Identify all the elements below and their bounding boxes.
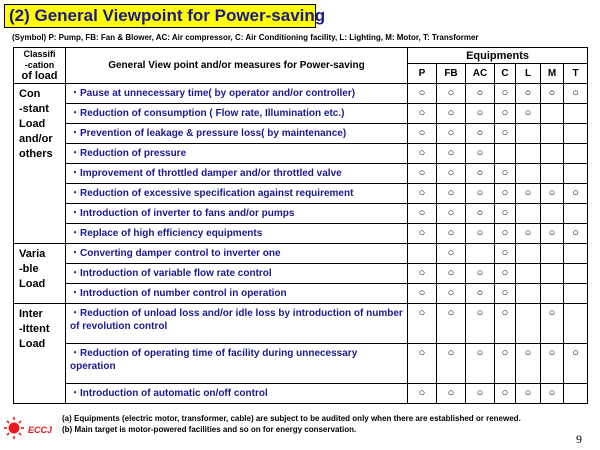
- mark-cell-c: [495, 244, 516, 264]
- eccj-logo: [4, 416, 66, 442]
- mark-cell-c: [495, 124, 516, 144]
- circle-mark-icon: ○: [524, 227, 532, 239]
- measure-cell: ・Converting damper control to inverter one: [66, 244, 408, 264]
- mark-cell-p: [408, 224, 437, 244]
- mark-cell-c: [495, 384, 516, 404]
- measure-cell: ・Introduction of number control in operation: [66, 284, 408, 304]
- measures-header: General View point and/or measures for Power-saving: [66, 48, 408, 84]
- measure-cell: ・Introduction of inverter to fans and/or pumps: [66, 204, 408, 224]
- mark-cell-p: [408, 344, 437, 384]
- circle-mark-icon: ○: [418, 147, 426, 159]
- circle-mark-icon: ○: [476, 187, 484, 199]
- mark-cell-l: [516, 244, 541, 264]
- circle-mark-icon: ○: [501, 287, 509, 299]
- circle-mark-icon: ○: [548, 307, 556, 319]
- circle-mark-icon: ○: [447, 227, 455, 239]
- measure-cell: ・Reduction of unload loss and/or idle loss by introduction of number of revolution control: [66, 304, 408, 344]
- mark-cell-c: [495, 224, 516, 244]
- circle-mark-icon: ○: [501, 307, 509, 319]
- mark-cell-m: [541, 124, 564, 144]
- mark-cell-ac: [466, 124, 495, 144]
- measure-cell: ・Pause at unnecessary time( by operator and/or controller): [66, 84, 408, 104]
- mark-cell-c: [495, 344, 516, 384]
- mark-cell-m: [541, 284, 564, 304]
- circle-mark-icon: ○: [476, 147, 484, 159]
- circle-mark-icon: ○: [418, 87, 426, 99]
- measure-cell: ・Introduction of automatic on/off control: [66, 384, 408, 404]
- mark-cell-m: [541, 384, 564, 404]
- mark-cell-fb: [437, 384, 466, 404]
- mark-cell-l: [516, 204, 541, 224]
- footnote-a: (a) Equipments (electric motor, transformer, cable) are subject to be audited only when there are established or renewed.: [62, 414, 521, 423]
- mark-cell-c: [495, 304, 516, 344]
- mark-cell-ac: [466, 204, 495, 224]
- column-header-c: C: [495, 64, 516, 84]
- mark-cell-c: [495, 104, 516, 124]
- mark-cell-ac: [466, 84, 495, 104]
- circle-mark-icon: ○: [548, 227, 556, 239]
- circle-mark-icon: ○: [524, 387, 532, 399]
- mark-cell-c: [495, 204, 516, 224]
- column-header-ac: AC: [466, 64, 495, 84]
- circle-mark-icon: ○: [501, 387, 509, 399]
- circle-mark-icon: ○: [418, 347, 426, 359]
- circle-mark-icon: ○: [476, 87, 484, 99]
- table-row: [14, 204, 588, 224]
- table-row: [14, 344, 588, 384]
- mark-cell-c: [495, 84, 516, 104]
- classification-label: -stant: [19, 103, 49, 115]
- mark-cell-p: [408, 204, 437, 224]
- mark-cell-fb: [437, 344, 466, 384]
- mark-cell-l: [516, 284, 541, 304]
- mark-cell-fb: [437, 84, 466, 104]
- column-header-p: P: [408, 64, 437, 84]
- classification-label: -ble: [19, 263, 39, 275]
- circle-mark-icon: ○: [418, 387, 426, 399]
- circle-mark-icon: ○: [447, 107, 455, 119]
- mark-cell-ac: [466, 344, 495, 384]
- mark-cell-fb: [437, 184, 466, 204]
- circle-mark-icon: ○: [447, 127, 455, 139]
- mark-cell-c: [495, 264, 516, 284]
- circle-mark-icon: ○: [524, 347, 532, 359]
- mark-cell-p: [408, 304, 437, 344]
- mark-cell-t: [564, 264, 588, 284]
- circle-mark-icon: ○: [447, 347, 455, 359]
- measure-cell: ・Reduction of consumption ( Flow rate, Illumination etc.): [66, 104, 408, 124]
- mark-cell-m: [541, 304, 564, 344]
- circle-mark-icon: ○: [418, 167, 426, 179]
- mark-cell-ac: [466, 184, 495, 204]
- classification-cell: [14, 244, 66, 304]
- mark-cell-m: [541, 104, 564, 124]
- mark-cell-fb: [437, 164, 466, 184]
- classification-label: others: [19, 148, 53, 160]
- circle-mark-icon: ○: [418, 127, 426, 139]
- mark-cell-fb: [437, 124, 466, 144]
- circle-mark-icon: ○: [501, 127, 509, 139]
- circle-mark-icon: ○: [501, 347, 509, 359]
- measure-cell: ・Reduction of pressure: [66, 144, 408, 164]
- circle-mark-icon: ○: [572, 187, 579, 199]
- mark-cell-t: [564, 204, 588, 224]
- circle-mark-icon: ○: [572, 347, 579, 359]
- table-row: [14, 384, 588, 404]
- mark-cell-m: [541, 344, 564, 384]
- mark-cell-l: [516, 184, 541, 204]
- circle-mark-icon: ○: [501, 187, 509, 199]
- mark-cell-l: [516, 164, 541, 184]
- measure-cell: ・Reduction of excessive specification against requirement: [66, 184, 408, 204]
- circle-mark-icon: ○: [501, 87, 509, 99]
- mark-cell-l: [516, 224, 541, 244]
- mark-cell-p: [408, 104, 437, 124]
- classification-label: Load: [19, 118, 46, 130]
- mark-cell-fb: [437, 104, 466, 124]
- slide-title: (2) General Viewpoint for Power-saving: [4, 4, 316, 28]
- mark-cell-t: [564, 124, 588, 144]
- column-header-m: M: [541, 64, 564, 84]
- mark-cell-ac: [466, 284, 495, 304]
- mark-cell-m: [541, 144, 564, 164]
- circle-mark-icon: ○: [447, 247, 455, 259]
- equipments-header: Equipments: [408, 48, 588, 64]
- circle-mark-icon: ○: [447, 267, 455, 279]
- mark-cell-t: [564, 384, 588, 404]
- circle-mark-icon: ○: [476, 287, 484, 299]
- circle-mark-icon: ○: [501, 207, 509, 219]
- mark-cell-l: [516, 384, 541, 404]
- circle-mark-icon: ○: [447, 307, 455, 319]
- classification-label: Inter: [19, 308, 43, 320]
- circle-mark-icon: ○: [501, 247, 509, 259]
- circle-mark-icon: ○: [548, 387, 556, 399]
- circle-mark-icon: ○: [501, 267, 509, 279]
- mark-cell-p: [408, 84, 437, 104]
- mark-cell-l: [516, 124, 541, 144]
- classification-label: Con: [19, 88, 41, 100]
- circle-mark-icon: ○: [476, 227, 484, 239]
- circle-mark-icon: ○: [447, 387, 455, 399]
- mark-cell-p: [408, 384, 437, 404]
- circle-mark-icon: ○: [418, 107, 426, 119]
- measure-cell: ・Reduction of operating time of facility during unnecessary operation: [66, 344, 408, 384]
- circle-mark-icon: ○: [418, 187, 426, 199]
- table-row: [14, 304, 588, 344]
- table-row: [14, 84, 588, 104]
- measure-cell: ・Prevention of leakage & pressure loss( by maintenance): [66, 124, 408, 144]
- mark-cell-t: [564, 284, 588, 304]
- circle-mark-icon: ○: [447, 167, 455, 179]
- circle-mark-icon: ○: [572, 227, 579, 239]
- circle-mark-icon: ○: [418, 307, 426, 319]
- circle-mark-icon: ○: [447, 207, 455, 219]
- mark-cell-ac: [466, 304, 495, 344]
- mark-cell-fb: [437, 244, 466, 264]
- table-body: [14, 84, 588, 404]
- table-row: [14, 164, 588, 184]
- footnote-b: (b) Main target is motor-powered facilities and so on for energy conservation.: [62, 425, 357, 434]
- mark-cell-c: [495, 164, 516, 184]
- mark-cell-p: [408, 184, 437, 204]
- mark-cell-ac: [466, 224, 495, 244]
- circle-mark-icon: ○: [572, 87, 579, 99]
- mark-cell-ac: [466, 104, 495, 124]
- mark-cell-fb: [437, 304, 466, 344]
- mark-cell-t: [564, 144, 588, 164]
- mark-cell-fb: [437, 144, 466, 164]
- mark-cell-t: [564, 244, 588, 264]
- mark-cell-ac: [466, 164, 495, 184]
- circle-mark-icon: ○: [418, 267, 426, 279]
- mark-cell-l: [516, 84, 541, 104]
- circle-mark-icon: ○: [548, 187, 556, 199]
- mark-cell-ac: [466, 244, 495, 264]
- mark-cell-t: [564, 84, 588, 104]
- footnotes: [62, 413, 521, 435]
- circle-mark-icon: ○: [501, 167, 509, 179]
- mark-cell-m: [541, 164, 564, 184]
- mark-cell-c: [495, 184, 516, 204]
- mark-cell-t: [564, 184, 588, 204]
- symbol-legend: (Symbol) P: Pump, FB: Fan & Blower, AC: Air compressor, C: Air Conditioning facility, L: Lighting, M: Motor, T: Transformer: [12, 33, 479, 42]
- mark-cell-l: [516, 344, 541, 384]
- mark-cell-fb: [437, 224, 466, 244]
- mark-cell-m: [541, 244, 564, 264]
- table-row: [14, 124, 588, 144]
- mark-cell-ac: [466, 144, 495, 164]
- mark-cell-fb: [437, 284, 466, 304]
- column-header-l: L: [516, 64, 541, 84]
- circle-mark-icon: ○: [476, 207, 484, 219]
- circle-mark-icon: ○: [476, 387, 484, 399]
- table-row: [14, 264, 588, 284]
- mark-cell-p: [408, 124, 437, 144]
- circle-mark-icon: ○: [476, 267, 484, 279]
- circle-mark-icon: ○: [501, 107, 509, 119]
- mark-cell-c: [495, 144, 516, 164]
- circle-mark-icon: ○: [476, 107, 484, 119]
- circle-mark-icon: ○: [418, 227, 426, 239]
- circle-mark-icon: ○: [447, 287, 455, 299]
- measure-cell: ・Introduction of variable flow rate control: [66, 264, 408, 284]
- column-header-t: T: [564, 64, 588, 84]
- classification-label: Load: [19, 338, 46, 350]
- circle-mark-icon: ○: [447, 187, 455, 199]
- measure-cell: ・Replace of high efficiency equipments: [66, 224, 408, 244]
- power-saving-table: [13, 47, 588, 404]
- logo-text: ECCJ: [28, 425, 53, 435]
- mark-cell-t: [564, 104, 588, 124]
- classification-label: and/or: [19, 133, 53, 145]
- mark-cell-p: [408, 264, 437, 284]
- mark-cell-l: [516, 304, 541, 344]
- mark-cell-p: [408, 244, 437, 264]
- mark-cell-m: [541, 84, 564, 104]
- mark-cell-fb: [437, 264, 466, 284]
- mark-cell-m: [541, 264, 564, 284]
- mark-cell-l: [516, 264, 541, 284]
- classification-label: Varia: [19, 248, 46, 260]
- mark-cell-p: [408, 164, 437, 184]
- mark-cell-p: [408, 144, 437, 164]
- circle-mark-icon: ○: [476, 347, 484, 359]
- mark-cell-fb: [437, 204, 466, 224]
- mark-cell-t: [564, 164, 588, 184]
- sun-logo-icon: [4, 417, 24, 439]
- table-row: [14, 224, 588, 244]
- circle-mark-icon: ○: [548, 87, 556, 99]
- circle-mark-icon: ○: [418, 207, 426, 219]
- mark-cell-l: [516, 104, 541, 124]
- circle-mark-icon: ○: [476, 127, 484, 139]
- measure-cell: ・Improvement of throttled damper and/or throttled valve: [66, 164, 408, 184]
- column-header-fb: FB: [437, 64, 466, 84]
- classification-cell: [14, 304, 66, 404]
- mark-cell-t: [564, 344, 588, 384]
- circle-mark-icon: ○: [524, 87, 532, 99]
- mark-cell-t: [564, 304, 588, 344]
- mark-cell-m: [541, 224, 564, 244]
- table-row: [14, 104, 588, 124]
- circle-mark-icon: ○: [548, 347, 556, 359]
- circle-mark-icon: ○: [447, 147, 455, 159]
- mark-cell-ac: [466, 264, 495, 284]
- classification-label: Load: [19, 278, 46, 290]
- mark-cell-l: [516, 144, 541, 164]
- page-number: 9: [576, 432, 582, 446]
- mark-cell-p: [408, 284, 437, 304]
- mark-cell-m: [541, 184, 564, 204]
- circle-mark-icon: ○: [501, 227, 509, 239]
- mark-cell-t: [564, 224, 588, 244]
- classification-header: Classifi -cation of load: [14, 48, 66, 84]
- circle-mark-icon: ○: [476, 167, 484, 179]
- circle-mark-icon: ○: [418, 287, 426, 299]
- mark-cell-c: [495, 284, 516, 304]
- table-row: [14, 284, 588, 304]
- mark-cell-ac: [466, 384, 495, 404]
- classification-cell: [14, 84, 66, 244]
- mark-cell-m: [541, 204, 564, 224]
- circle-mark-icon: ○: [476, 307, 484, 319]
- table-row: [14, 144, 588, 164]
- classification-label: -Ittent: [19, 323, 50, 335]
- table-row: [14, 244, 588, 264]
- table-row: [14, 184, 588, 204]
- circle-mark-icon: ○: [524, 187, 532, 199]
- circle-mark-icon: ○: [524, 107, 532, 119]
- circle-mark-icon: ○: [447, 87, 455, 99]
